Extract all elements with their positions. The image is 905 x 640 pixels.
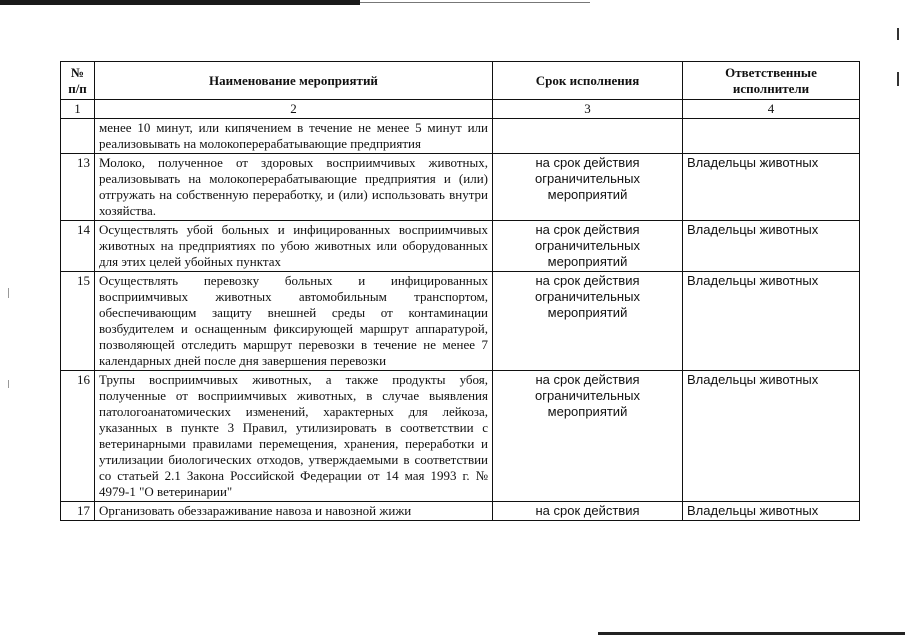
scan-left-tick — [8, 380, 9, 388]
row-measure-text: Осуществлять убой больных и инфицированных восприимчивых животных на предприятиях по убою животных или оборудованных для этих целей убойных пунктах — [95, 221, 493, 272]
table-row — [61, 371, 860, 502]
row-responsible: Владельцы животных — [683, 502, 860, 521]
table-row — [61, 154, 860, 221]
row-measure-text: Молоко, полученное от здоровых восприимчивых животных, реализовывать на молокоперерабатывающие предприятия и (или) отгружать на собственную переработку, и (или) использовать внутри хозяйства. — [95, 154, 493, 221]
header-name: Наименование мероприятий — [95, 62, 493, 100]
row-responsible: Владельцы животных — [683, 371, 860, 502]
table-row — [61, 272, 860, 371]
table-row — [61, 221, 860, 272]
row-number: 16 — [61, 371, 95, 502]
row-number: 17 — [61, 502, 95, 521]
row-number: 15 — [61, 272, 95, 371]
header-num: № п/п — [61, 62, 95, 100]
column-index: 2 — [95, 100, 493, 119]
measures-table — [60, 61, 860, 521]
row-number: 13 — [61, 154, 95, 221]
scan-edge-mark — [897, 72, 899, 86]
table-row — [61, 502, 860, 521]
header-term: Срок исполнения — [493, 62, 683, 100]
header-responsible: Ответственные исполнители — [683, 62, 860, 100]
row-term: на срок действия ограничительных мероприятий — [493, 272, 683, 371]
row-responsible: Владельцы животных — [683, 221, 860, 272]
row-term — [493, 119, 683, 154]
scan-bottom-edge — [598, 632, 905, 635]
scan-edge-mark — [897, 28, 899, 40]
row-measure-text: менее 10 минут, или кипячением в течение не менее 5 минут или реализовывать на молокоперерабатывающие предприятия — [95, 119, 493, 154]
row-measure-text: Трупы восприимчивых животных, а также продукты убоя, полученные от восприимчивых животных, в случае выявления патологоанатомических изменений, характерных для лейкоза, указанных в пункте 3 Правил, утилизировать в соответствии с ветеринарными правилами перемещения, хранения, переработки и утилизации биологических отходов, утверждаемыми в соответствии со статьей 2.1 Закона Российской Федерации от 14 мая 1993 г. № 4979-1 "О ветеринарии" — [95, 371, 493, 502]
row-number: 14 — [61, 221, 95, 272]
row-term: на срок действия ограничительных мероприятий — [493, 371, 683, 502]
scan-top-line — [360, 2, 590, 3]
row-term: на срок действия — [493, 502, 683, 521]
scan-top-edge — [0, 0, 360, 5]
column-index-row — [61, 100, 860, 119]
row-responsible — [683, 119, 860, 154]
column-index: 3 — [493, 100, 683, 119]
column-index: 4 — [683, 100, 860, 119]
row-measure-text: Организовать обеззараживание навоза и навозной жижи — [95, 502, 493, 521]
row-measure-text: Осуществлять перевозку больных и инфицированных восприимчивых животных автомобильным транспортом, обеспечивающим защиту внешней среды от контаминации возбудителем и оснащенным фиксирующей маршрут аппаратурой, позволяющей отследить маршрут перевозки в течение не менее 7 календарных дней после дня завершения перевозки — [95, 272, 493, 371]
row-number — [61, 119, 95, 154]
table-header-row — [61, 62, 860, 100]
row-term: на срок действия ограничительных мероприятий — [493, 154, 683, 221]
scan-left-tick — [8, 288, 9, 298]
row-responsible: Владельцы животных — [683, 272, 860, 371]
row-term: на срок действия ограничительных мероприятий — [493, 221, 683, 272]
row-responsible: Владельцы животных — [683, 154, 860, 221]
column-index: 1 — [61, 100, 95, 119]
table-row — [61, 119, 860, 154]
